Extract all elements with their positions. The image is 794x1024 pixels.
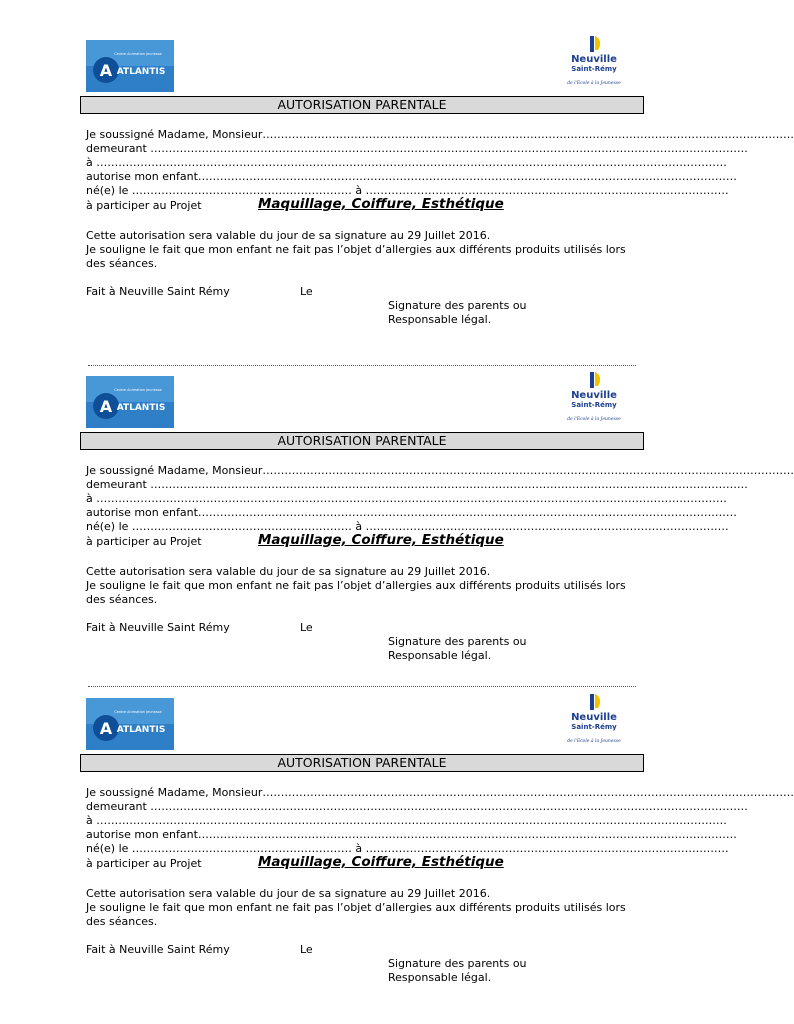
atlantis-logo-tagline: Centre Animation Jeunesse xyxy=(114,388,162,392)
form-title: AUTORISATION PARENTALE xyxy=(80,432,644,450)
svg-text:A: A xyxy=(99,719,113,738)
atlantis-logo-name: ATLANTIS xyxy=(116,725,166,735)
address-line: à ………………………………………………………………………………………………………………………………………………………. xyxy=(86,492,727,505)
project-name: Maquillage, Coiffure, Esthétique xyxy=(258,196,504,212)
neuville-logo-sub: Saint-Rémy xyxy=(571,65,617,73)
neuville-logo xyxy=(560,368,628,430)
participer-label: à participer au Projet xyxy=(86,535,202,548)
atlantis-logo-tagline: Centre Animation Jeunesse xyxy=(114,52,162,56)
allergies-text: Je souligne le fait que mon enfant ne fait pas l’objet d’allergies aux différents produits utilisés lors des séances. xyxy=(86,243,626,270)
participer-label: à participer au Projet xyxy=(86,199,202,212)
autorise-line: autorise mon enfant………………………………………………………………………………………………………………………………… xyxy=(86,170,737,183)
autorise-line: autorise mon enfant………………………………………………………………………………………………………………………………… xyxy=(86,828,737,841)
validity-text: Cette autorisation sera valable du jour de sa signature au 29 Juillet 2016. xyxy=(86,229,491,242)
atlantis-logo-name: ATLANTIS xyxy=(116,403,166,413)
fait-a-label: Fait à Neuville Saint Rémy xyxy=(86,621,230,634)
demeurant-line: demeurant ………………………………………………………………………………………………………………………………………………. xyxy=(86,478,748,491)
neuville-logo-name: Neuville xyxy=(571,712,617,723)
neuville-logo-sub: Saint-Rémy xyxy=(571,401,617,409)
le-label: Le xyxy=(300,943,313,956)
atlantis-logo xyxy=(86,376,174,428)
soussigne-line: Je soussigné Madame, Monsieur………………………………………………………………………………………………………………………………. xyxy=(86,464,794,477)
validity-text: Cette autorisation sera valable du jour de sa signature au 29 Juillet 2016. xyxy=(86,565,491,578)
allergies-text: Je souligne le fait que mon enfant ne fait pas l’objet d’allergies aux différents produits utilisés lors des séances. xyxy=(86,579,626,606)
participer-label: à participer au Projet xyxy=(86,857,202,870)
address-line: à ………………………………………………………………………………………………………………………………………………………. xyxy=(86,156,727,169)
birth-line: né(e) le …………………………………………………… à ……………………………………………………………………………………… xyxy=(86,842,729,855)
svg-text:A: A xyxy=(99,61,113,80)
allergies-text: Je souligne le fait que mon enfant ne fait pas l’objet d’allergies aux différents produits utilisés lors des séances. xyxy=(86,901,626,928)
neuville-logo xyxy=(560,690,628,752)
signature-line-2: Responsable légal. xyxy=(388,649,492,662)
project-name: Maquillage, Coiffure, Esthétique xyxy=(258,854,504,870)
demeurant-line: demeurant ………………………………………………………………………………………………………………………………………………. xyxy=(86,142,748,155)
signature-line-1: Signature des parents ou xyxy=(388,635,527,648)
form-title: AUTORISATION PARENTALE xyxy=(80,754,644,772)
project-name: Maquillage, Coiffure, Esthétique xyxy=(258,532,504,548)
authorization-form-1 xyxy=(0,0,794,330)
atlantis-logo xyxy=(86,698,174,750)
demeurant-line: demeurant ………………………………………………………………………………………………………………………………………………. xyxy=(86,800,748,813)
autorise-line: autorise mon enfant………………………………………………………………………………………………………………………………… xyxy=(86,506,737,519)
svg-text:A: A xyxy=(99,397,113,416)
signature-line-1: Signature des parents ou xyxy=(388,299,527,312)
neuville-logo-slogan: de l'Ecole à la Jeunesse xyxy=(567,417,621,422)
signature-line-2: Responsable légal. xyxy=(388,971,492,984)
neuville-logo xyxy=(560,32,628,94)
atlantis-logo-name: ATLANTIS xyxy=(116,67,166,77)
le-label: Le xyxy=(300,285,313,298)
neuville-logo-slogan: de l'Ecole à la Jeunesse xyxy=(567,739,621,744)
signature-line-2: Responsable légal. xyxy=(388,313,492,326)
neuville-logo-name: Neuville xyxy=(571,390,617,401)
neuville-logo-sub: Saint-Rémy xyxy=(571,723,617,731)
soussigne-line: Je soussigné Madame, Monsieur………………………………………………………………………………………………………………………………. xyxy=(86,786,794,799)
birth-line: né(e) le …………………………………………………… à ……………………………………………………………………………………… xyxy=(86,520,729,533)
validity-text: Cette autorisation sera valable du jour de sa signature au 29 Juillet 2016. xyxy=(86,887,491,900)
birth-line: né(e) le …………………………………………………… à ……………………………………………………………………………………… xyxy=(86,184,729,197)
atlantis-logo xyxy=(86,40,174,92)
authorization-form-3 xyxy=(0,658,794,988)
form-title: AUTORISATION PARENTALE xyxy=(80,96,644,114)
le-label: Le xyxy=(300,621,313,634)
soussigne-line: Je soussigné Madame, Monsieur………………………………………………………………………………………………………………………………. xyxy=(86,128,794,141)
authorization-form-2 xyxy=(0,336,794,666)
fait-a-label: Fait à Neuville Saint Rémy xyxy=(86,943,230,956)
signature-line-1: Signature des parents ou xyxy=(388,957,527,970)
neuville-logo-name: Neuville xyxy=(571,54,617,65)
address-line: à ………………………………………………………………………………………………………………………………………………………. xyxy=(86,814,727,827)
fait-a-label: Fait à Neuville Saint Rémy xyxy=(86,285,230,298)
neuville-logo-slogan: de l'Ecole à la Jeunesse xyxy=(567,81,621,86)
atlantis-logo-tagline: Centre Animation Jeunesse xyxy=(114,710,162,714)
